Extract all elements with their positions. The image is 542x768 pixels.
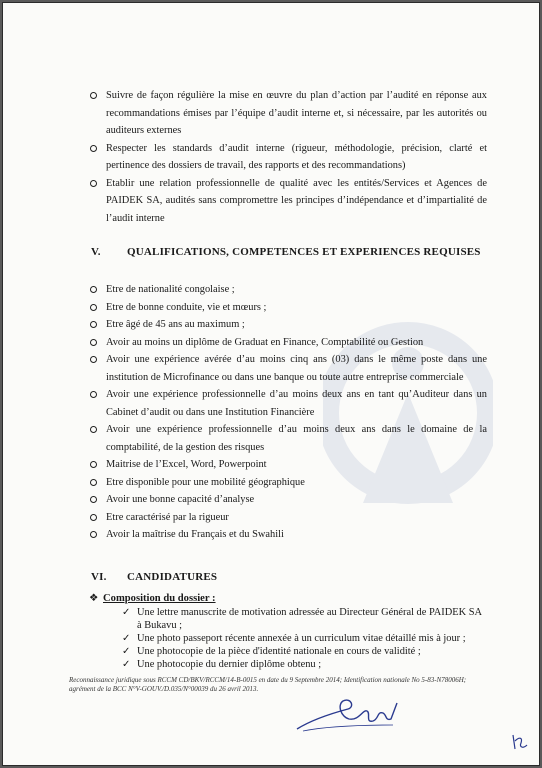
footer-line: Reconnaissance juridique sous RCCM CD/BKV/RCCM/14-B-0015 en date du 9 Septembre 2014; Identification nationale No 5-83-N78006H; xyxy=(69,676,467,684)
list-item: Etre âgé de 45 ans au maximum ; xyxy=(3,316,539,334)
check-icon: ✓ xyxy=(122,607,131,618)
list-item: Maitrise de l’Excel, Word, Powerpoint xyxy=(3,456,539,474)
list-item: ✓ Une photocopie du dernier diplôme obtenu ; xyxy=(122,659,322,670)
list-item: Etablir une relation professionnelle de qualité avec les entités/Services et Agences de PAIDEK SA, audités sans compromettre les principes d’indépendance et d’impartialité de l’audit interne xyxy=(3,175,539,228)
list-item: Etre de bonne conduite, vie et mœurs ; xyxy=(3,299,539,317)
list-item: Avoir une expérience professionnelle d’au moins deux ans dans le domaine de la comptabilité, de la gestion des risques xyxy=(3,421,539,456)
dossier-list xyxy=(3,606,539,671)
responsibilities-list xyxy=(3,87,539,227)
list-item: Avoir la maîtrise du Français et du Swahili xyxy=(3,526,539,544)
circle-bullet-icon xyxy=(90,145,97,152)
list-item: ✓ Une lettre manuscrite de motivation adressée au Directeur Général de PAIDEK SA à Bukavu ; xyxy=(122,607,482,631)
circle-bullet-icon xyxy=(90,92,97,99)
check-icon: ✓ xyxy=(122,646,131,657)
check-icon: ✓ xyxy=(122,659,131,670)
handwritten-initials xyxy=(509,731,531,753)
document-page xyxy=(2,2,540,766)
circle-bullet-icon xyxy=(90,391,97,398)
section-title: QUALIFICATIONS, COMPETENCES ET EXPERIENCES REQUISES xyxy=(127,246,481,258)
section-vi-heading xyxy=(91,571,217,583)
section-number: VI. xyxy=(91,571,107,583)
qualifications-list xyxy=(3,281,539,544)
circle-bullet-icon xyxy=(90,496,97,503)
section-number: V. xyxy=(91,246,101,258)
circle-bullet-icon xyxy=(90,339,97,346)
dossier-subheading: ❖ Composition du dossier : xyxy=(89,593,216,604)
list-item: Respecter les standards d’audit interne (rigueur, méthodologie, précision, clarté et pertinence des dossiers de travail, des rapports et des recommandations) xyxy=(3,140,539,175)
circle-bullet-icon xyxy=(90,356,97,363)
footer-line: agrément de la BCC N°V-GOUV./D.035/N°00039 du 26 avril 2013. xyxy=(69,685,259,693)
list-item: Etre de nationalité congolaise ; xyxy=(3,281,539,299)
list-item: Avoir une bonne capacité d’analyse xyxy=(3,491,539,509)
circle-bullet-icon xyxy=(90,461,97,468)
circle-bullet-icon xyxy=(90,426,97,433)
circle-bullet-icon xyxy=(90,286,97,293)
list-item: ✓ Une photo passeport récente annexée à un curriculum vitae détaillé mis à jour ; xyxy=(122,633,466,644)
list-item: Etre caractérisé par la rigueur xyxy=(3,509,539,527)
handwritten-signature xyxy=(293,689,403,735)
list-item: Avoir une expérience avérée d’au moins cinq ans (03) dans le même poste dans une institution de Microfinance ou dans une banque ou toute autre entreprise commerciale xyxy=(3,351,539,386)
list-item: Avoir une expérience professionnelle d’au moins deux ans en tant qu’Auditeur dans un Cabinet d’audit ou dans une Institution Financière xyxy=(3,386,539,421)
section-v-heading xyxy=(91,246,481,258)
circle-bullet-icon xyxy=(90,180,97,187)
check-icon: ✓ xyxy=(122,633,131,644)
list-item: Avoir au moins un diplôme de Graduat en Finance, Comptabilité ou Gestion xyxy=(3,334,539,352)
section-title: CANDIDATURES xyxy=(127,571,218,583)
diamond-icon: ❖ xyxy=(89,593,99,604)
list-item: ✓ Une photocopie de la pièce d'identité nationale en cours de validité ; xyxy=(122,646,421,657)
list-item: Etre disponible pour une mobilité géographique xyxy=(3,474,539,492)
circle-bullet-icon xyxy=(90,531,97,538)
circle-bullet-icon xyxy=(90,304,97,311)
circle-bullet-icon xyxy=(90,479,97,486)
list-item: Suivre de façon régulière la mise en œuvre du plan d’action par l’audité en réponse aux recommandations émises par l’équipe d’audit interne et, si nécessaire, par les autorités ou auditeurs externes xyxy=(3,87,539,140)
circle-bullet-icon xyxy=(90,514,97,521)
legal-footer xyxy=(69,676,509,694)
circle-bullet-icon xyxy=(90,321,97,328)
